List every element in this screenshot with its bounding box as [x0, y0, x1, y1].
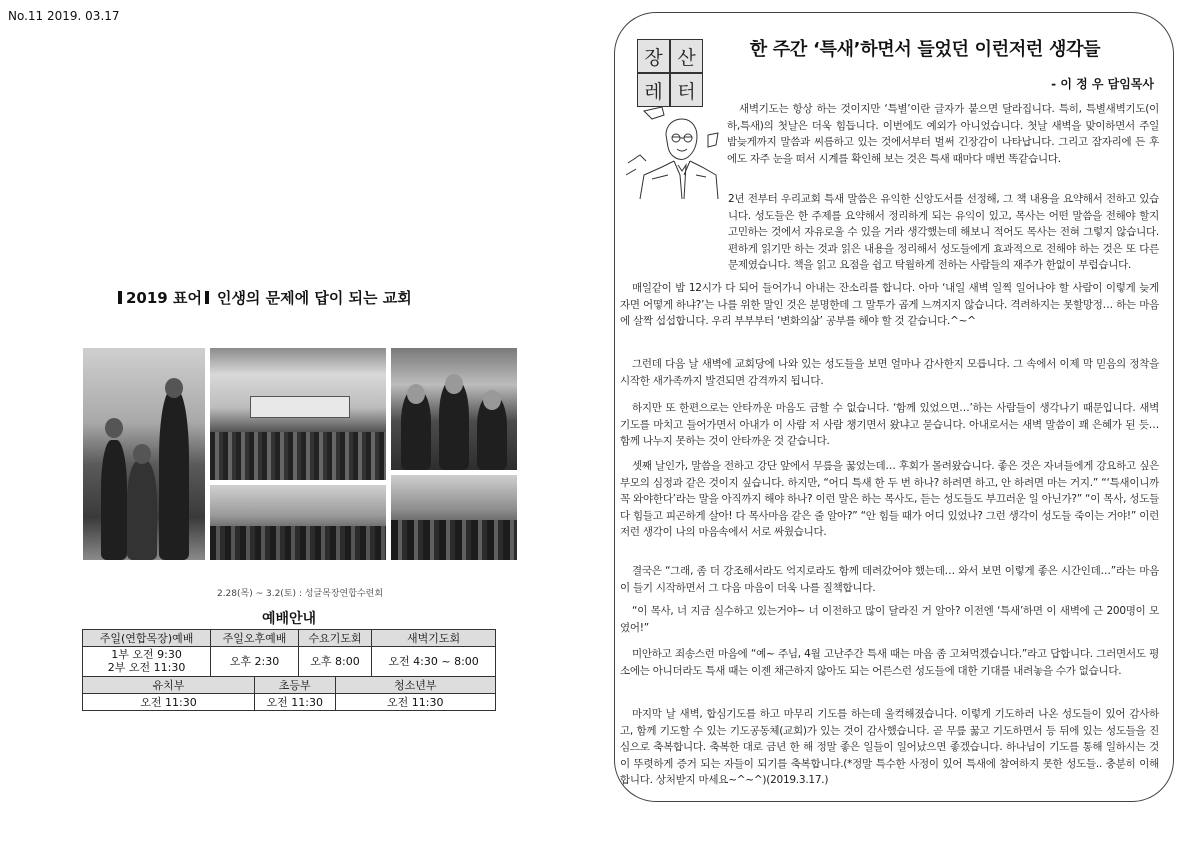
service-time-line: 2부 오전 11:30: [107, 661, 186, 674]
photo-caption: 2.28(목) ~ 3.2(토) : 성글목장연합수련회: [216, 589, 384, 599]
column-badge-char: 장: [637, 39, 670, 73]
letter-paragraph: 매일같이 밤 12시가 다 되어 들어가니 아내는 잔소리를 합니다. 아마 ‘내일 새벽 일찍 일어나야 할 사람이 이렇게 늦게 자면 어떻게 하냐?’는 나를 위한 말인 것은 분명한데 그 말투가 곱게 느껴지지 않습니다. 격려하지는 못할망정… 하는 마음에 살짝 섭섭합니다. 우리 부부부터 ‘변화의삶’ 공부를 해야 할 것 같습니다.^~^: [620, 282, 1159, 327]
service-name: 주일오후예배: [211, 629, 299, 646]
issue-number: No.11 2019. 03.17: [8, 9, 120, 23]
group-photo-4: [209, 484, 387, 561]
annual-motto: [118, 287, 458, 308]
department-name: 청소년부: [335, 676, 495, 693]
letter-paragraph: [620, 191, 1159, 274]
service-time: 오후 2:30: [211, 646, 299, 676]
letter-paragraph: 하지만 또 한편으로는 안타까운 마음도 금할 수 없습니다. ‘함께 있었으면…’하는 사람들이 생각나기 때문입니다. 새벽기도를 마치고 들어가면서 아내가 이 사람 저 사람 챙기면서 왔냐고 묻습니다. 아내로서는 새벽 말씀이 꽤 은혜가 된 듯… 함께 나누지 못하는 것이 안타까운 것 같습니다.: [620, 402, 1159, 447]
group-photo-1: [82, 347, 206, 561]
pastor-portrait-sketch: [622, 105, 722, 201]
department-name: 유치부: [83, 676, 255, 693]
worship-title: 예배안내: [261, 610, 317, 627]
motto-text: 인생의 문제에 답이 되는 교회: [216, 289, 412, 307]
motto-year: 2019 표어: [126, 289, 202, 307]
department-time: 오전 11:30: [335, 693, 495, 710]
service-time: 오전 4:30 ~ 8:00: [372, 646, 496, 676]
column-badge-char: 산: [670, 39, 703, 73]
letter-title: 한 주간 ‘특새’하면서 들었던 이런저런 생각들: [749, 39, 1101, 60]
column-badge-char: 터: [670, 73, 703, 107]
letter-paragraph-text: 2년 전부터 우리교회 특새 말씀은 유익한 신앙도서를 선정해, 그 책 내용을 요약해서 전하고 있습니다. 성도들은 한 주제를 요약해서 정리하게 되는 유익이 있고, 목사는 어떤 말씀을 전해야 할지 고민하는 것에서 자유로울 수 있을 거라 생각했는데 해보니 적어도 목사는 전혀 그렇지 않습니다. 편하게 읽기만 하는 것과 읽은 내용을 정리해서 성도들에게 효과적으로 전해야 하는 것은 또 다른 문제였습니다. 책을 읽고 요점을 쉽고 탁월하게 전하는 사람들의 재주가 한없이 부럽습니다.: [728, 193, 1159, 271]
letter-paragraph: 셋째 날인가, 말씀을 전하고 강단 앞에서 무릎을 꿇었는데… 후회가 몰려왔습니다. 좋은 것은 자녀들에게 강요하고 싶은 부모의 심정과 같은 것이지 싶습니다. 하지만, “어디 특새 한 두 번 하나? 하려면 하고, 안 하려면 마는 거지.” “‘특새이니까 꼭 와야한다’라는 말을 아직까지 해야 하나? 이런 말은 하는 목사도, 듣는 성도들도 부끄러운 일 아닌가?” “이 목사, 성도들 다 힘들고 피곤하게 살아! 다 목사마음 같은 줄 알아?” “안 힘들 때가 어디 있었나? 그런 생각이 성도들 죽이는 거야!” 이런저런 생각이 나의 마음속에서 서로 싸웠습니다.: [620, 460, 1159, 538]
motto-bar-right: [205, 291, 209, 304]
letter-paragraph: “이 목사, 너 지금 실수하고 있는거야~ 너 이전하고 많이 달라진 거 알아? 이전엔 ‘특새’하면 이 새벽에 근 200명이 모였어!”: [620, 605, 1159, 634]
group-photo-2: [209, 347, 387, 481]
letter-author: - 이 정 우 담임목사: [1051, 77, 1154, 91]
department-name: 초등부: [254, 676, 335, 693]
department-time: 오전 11:30: [254, 693, 335, 710]
letter-paragraph: 그런데 다음 날 새벽에 교회당에 나와 있는 성도들을 보면 얼마나 감사한지 모릅니다. 그 속에서 이제 막 믿음의 정착을 시작한 새가족까지 발견되면 감격까지 됩니다.: [620, 358, 1159, 387]
service-time: 오후 8:00: [298, 646, 371, 676]
group-photo-3: [390, 347, 518, 471]
department-time: 오전 11:30: [83, 693, 255, 710]
service-name: 새벽기도회: [372, 629, 496, 646]
photo-collage: [82, 347, 518, 561]
letter-paragraph: 새벽기도는 항상 하는 것이지만 ‘특별’이란 글자가 붙으면 달라집니다. 특히, 특별새벽기도(이하,특새)의 첫날은 더욱 힘듭니다. 이번에도 예외가 아니었습니다. 첫날 새벽을 맞이하면서 주일 밤늦게까지 말씀과 씨름하고 있는 것에서부터 벌써 긴장감이 나타납니다. 그리고 잠자리에 든 후에도 자주 눈을 떠서 시계를 확인해 보는 것은 특새 때마다 매번 똑같습니다.: [727, 103, 1159, 165]
letter-paragraph: 마지막 날 새벽, 합심기도를 하고 마무리 기도를 하는데 울컥해졌습니다. 이렇게 기도하러 나온 성도들이 있어 감사하고, 함께 기도할 수 있는 기도공동체(교회)가 있는 것이 감사했습니다. 곧 무릎 꿇고 기도하면서 등 뒤에 있는 성도들을 진심으로 축복합니다. 축복한 대로 금년 한 해 정말 좋은 일들이 일어났으면 좋겠습니다. 하나님이 기도를 통해 일하시는 것이 뚜렷하게 증거 되는 자들이 되기를 축복합니다.(*정말 특수한 사정이 있어 특새에 참여하지 못한 성도들.. 충분히 이해합니다. 상처받지 마세요~^~^)(2019.3.17.): [620, 708, 1159, 786]
letter-paragraph: 미안하고 죄송스런 마음에 “예~ 주님, 4월 고난주간 특새 때는 마음 좀 고쳐먹겠습니다.”라고 답합니다. 그러면서도 평소에는 아니더라도 특새 때는 이젠 채근하지 않아도 되는 어른스런 성도들에 대한 기대를 내려놓을 수가 없습니다.: [620, 648, 1159, 677]
column-badge-char: 레: [637, 73, 670, 107]
worship-schedule-table: [82, 607, 496, 711]
service-time-line: 1부 오전 9:30: [111, 648, 182, 661]
letter-paragraph: 결국은 “그래, 좀 더 강조해서라도 억지로라도 함께 데려갔어야 했는데… 와서 보면 이렇게 좋은 시간인데…”라는 마음이 들기 시작하면서 그 다음 마음이 더욱 나를 질책합니다.: [620, 565, 1159, 594]
service-time: [83, 646, 211, 676]
service-name: 수요기도회: [298, 629, 371, 646]
service-name: 주일(연합목장)예배: [83, 629, 211, 646]
motto-bar-left: [118, 291, 122, 304]
group-photo-5: [390, 474, 518, 561]
